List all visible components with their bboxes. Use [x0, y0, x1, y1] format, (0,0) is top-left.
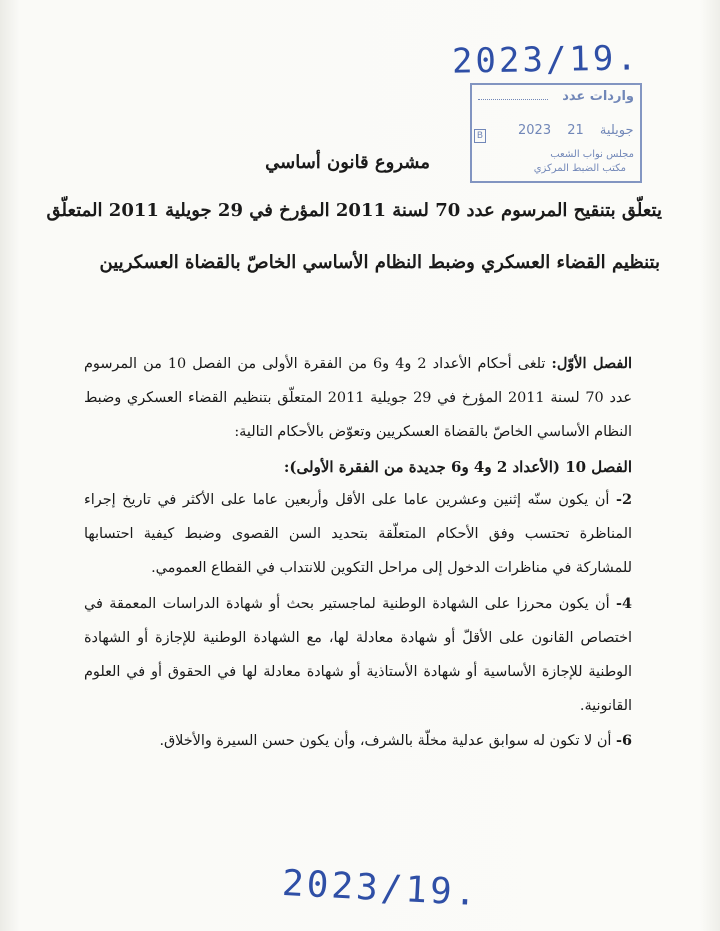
received-label: واردات عدد — [562, 89, 634, 104]
office-department: مكتب الضبط المركزي — [533, 163, 626, 174]
received-day: 21 — [567, 123, 584, 138]
item-4-label: 4- — [616, 595, 632, 612]
office-name: مجلس نواب الشعب — [550, 149, 634, 160]
article-1-label: الفصل الأوّل: — [551, 355, 632, 372]
item-4-text: أن يكون محرزا على الشهادة الوطنية لماجستير بحث أو شهادة الدراسات المعمقة في اختصاص القانون على الأقلّ أو شهادة معادلة لها، مع الشهادة الوطنية للإجازة أو الشهادة الوطنية للإجازة الأساسية أو شهادة الأستاذية أو شهادة معادلة لها في الحقوق أو في العلوم القانونية. — [84, 596, 632, 714]
registration-number-bottom: 2023/19. — [281, 862, 481, 915]
item-6 — [84, 724, 632, 758]
received-month: جويلية — [599, 123, 634, 138]
document-title: مشروع قانون أساسي — [265, 152, 430, 173]
stamp-box-letter: B — [474, 129, 486, 143]
item-2 — [84, 483, 632, 585]
article-1 — [84, 347, 632, 449]
article-10-heading: الفصل 10 (الأعداد 2 و4 و6 جديدة من الفقرة الأولى): — [283, 458, 632, 476]
item-4 — [84, 587, 632, 723]
item-6-label: 6- — [616, 732, 632, 749]
document-subtitle-line2: بتنظيم القضاء العسكري وضبط النظام الأساسي الخاصّ بالقضاة العسكريين — [99, 252, 660, 273]
item-2-text: أن يكون سنّه إثنين وعشرين عاما على الأقل وأربعين عاما على الأكثر في تاريخ إجراء المناظرة تحتسب وفق الأحكام المتعلّقة بتحديد السن القصوى وضبط كيفية احتسابها للمشاركة في مناظرات الدخول إلى مراحل التكوين للانتداب في القطاع العمومي. — [84, 492, 632, 576]
stamp-dotted-line — [478, 99, 548, 100]
received-year: 2023 — [518, 123, 552, 138]
received-stamp — [470, 83, 642, 183]
received-date — [512, 123, 640, 138]
item-2-label: 2- — [616, 491, 633, 508]
article-1-text: تلغى أحكام الأعداد 2 و4 و6 من الفقرة الأولى من الفصل 10 من المرسوم عدد 70 لسنة 2011 المؤرخ في 29 جويلية 2011 المتعلّق بتنظيم القضاء العسكري وضبط النظام الأساسي الخاصّ بالقضاة العسكريين وتعوّض بالأحكام التالية: — [84, 356, 632, 440]
registration-number-top: 2023/19. — [451, 38, 641, 82]
item-6-text: أن لا تكون له سوابق عدلية مخلّة بالشرف، وأن يكون حسن السيرة والأخلاق. — [159, 733, 612, 749]
document-subtitle-line1: يتعلّق بتنقيح المرسوم عدد 70 لسنة 2011 المؤرخ في 29 جويلية 2011 المتعلّق — [46, 200, 662, 221]
